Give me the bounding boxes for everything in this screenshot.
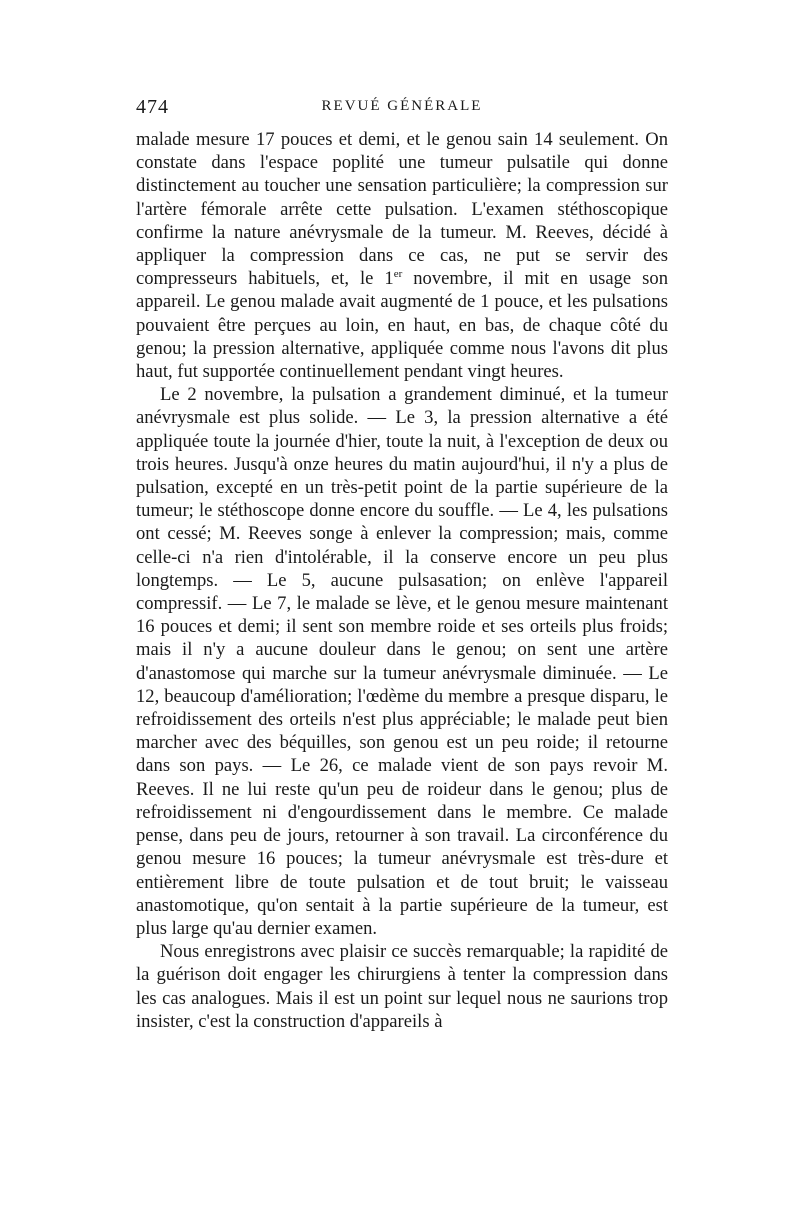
paragraph-3: Nous enregistrons avec plaisir ce succès remarquable; la rapidité de la guérison doit engager les chirurgiens à tenter la compression dans les cas analogues. Mais il est un point sur lequel nous ne saurions trop insister, c'est la construction d'appareils à — [136, 941, 668, 1032]
page-number: 474 — [136, 96, 169, 118]
page — [136, 96, 668, 1033]
body-text — [136, 128, 668, 1033]
paragraph-1 — [136, 128, 668, 383]
paragraph-2: Le 2 novembre, la pulsation a grandement diminué, et la tumeur anévrysmale est plus solide. — Le 3, la pression alternative a été appliquée toute la journée d'hier, toute la nuit, à l'exception de deux ou trois heures. Jusqu'à onze heures du matin aujourd'hui, il n'y a plus de pulsation, excepté en un très-petit point de la partie supérieure de la tumeur; le stéthoscope donne encore du souffle. — Le 4, les pulsations ont cessé; M. Reeves songe à enlever la compression; mais, comme celle-ci n'a rien d'intolérable, il la conserve encore un peu plus longtemps. — Le 5, aucune pulsasation; on enlève l'appareil compressif. — Le 7, le malade se lève, et le genou mesure maintenant 16 pouces et demi; il sent son membre roide et ses orteils plus froids; mais il n'y a aucune douleur dans le genou; on sent une artère d'anastomose qui marche sur la tumeur anévrysmale diminuée. — Le 12, beaucoup d'amélioration; l'œdème du membre a presque disparu, le refroidissement des orteils n'est plus appréciable; le malade peut bien marcher avec des béquilles, son genou est un peu roide; il retourne dans son pays. — Le 26, ce malade vient de son pays revoir M. Reeves. Il ne lui reste qu'un peu de roideur dans le genou; plus de refroidissement ni d'engourdissement dans le membre. Ce malade pense, dans peu de jours, retourner à son travail. La circonférence du genou mesure 16 pouces; la tumeur anévrysmale est très-dure et entièrement libre de toute pulsation et de tout bruit; le vaisseau anastomotique, qu'on sentait à la partie supérieure de la tumeur, est plus large qu'au dernier examen. — [136, 384, 668, 939]
running-title: REVUÉ GÉNÉRALE — [321, 98, 483, 114]
page-header — [136, 96, 668, 128]
superscript-er: er — [393, 268, 403, 281]
paragraph-1-text-b: novembre, il mit en usage son appareil. Le genou malade avait augmenté de 1 pouce, et les pulsations pouvaient être perçues au loin, en haut, en bas, de chaque côté du genou; la pression alternative, appliquée comme nous l'avons dit plus haut, fut supportée continuellement pendant vingt heures. — [136, 268, 668, 383]
paragraph-1-text-a: malade mesure 17 pouces et demi, et le genou sain 14 seulement. On constate dans l'espace poplité une tumeur pulsatile qui donne distinctement au toucher une sensation particulière; la compression sur l'artère fémorale arrête cette pulsation. L'examen stéthoscopique confirme la nature anévrysmale de la tumeur. M. Reeves, décidé à appliquer la compression dans ce cas, ne put se servir des compresseurs habituels, et, le 1 — [136, 129, 668, 290]
